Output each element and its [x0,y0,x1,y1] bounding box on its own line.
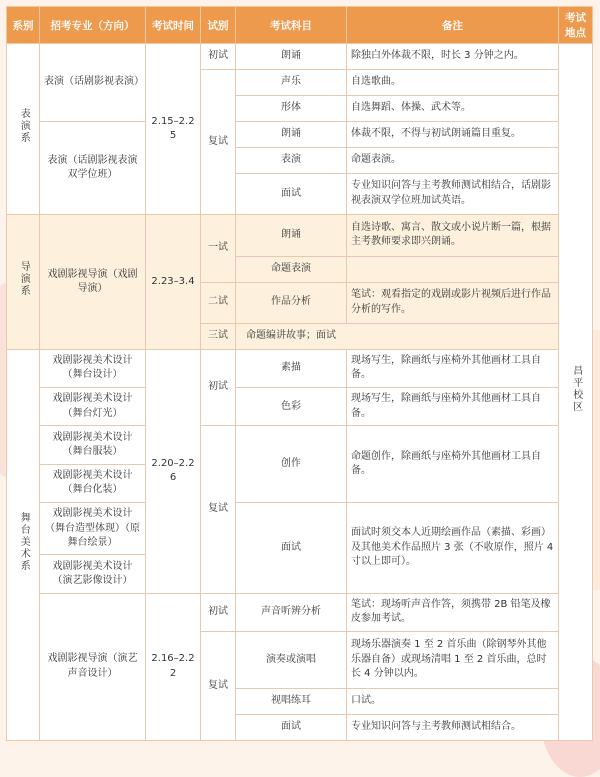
exam-table [6,6,593,741]
subject-cell: 色彩 [236,388,347,426]
note-cell: 命题表演。 [347,147,559,173]
table-row [7,593,593,631]
header-round: 试别 [201,7,236,44]
note-cell: 现场乐器演奏 1 至 2 首乐曲（除钢琴外其他乐器自备）或现场清唱 1 至 2 首乐曲，总时长 4 分钟以内。 [347,632,559,689]
subject-cell: 声乐 [236,70,347,96]
major-cell: 戏剧影视美术设计（舞台服装） [40,426,146,464]
header-dept: 系别 [7,7,40,44]
subject-cell: 朗诵 [236,121,347,147]
table-row [7,349,593,387]
round-cell: 初试 [201,349,236,426]
header-time: 考试时间 [146,7,201,44]
time-cell: 2.23–3.4 [146,215,201,350]
subject-cell: 素描 [236,349,347,387]
dept-cell: 导演系 [7,215,40,350]
round-cell: 复试 [201,426,236,593]
header-major: 招考专业（方向） [40,7,146,44]
note-cell: 笔试：现场听声音作答，须携带 2B 铅笔及橡皮参加考试。 [347,593,559,631]
subject-cell: 朗诵 [236,44,347,70]
round-cell: 复试 [201,70,236,215]
note-cell: 专业知识问答与主考教师测试相结合。 [347,714,559,740]
subject-cell: 视唱练耳 [236,689,347,715]
subject-cell: 声音听辨分析 [236,593,347,631]
subject-cell: 命题编讲故事；面试 [236,323,559,349]
note-cell: 现场写生，除画纸与座椅外其他画材工具自备。 [347,388,559,426]
round-cell: 一试 [201,215,236,282]
note-cell: 自选舞蹈、体操、武术等。 [347,96,559,122]
subject-cell: 面试 [236,503,347,594]
round-cell: 复试 [201,632,236,741]
subject-cell: 朗诵 [236,215,347,256]
table-row [7,503,593,555]
time-cell: 2.20–2.26 [146,349,201,593]
header-subject: 考试科目 [236,7,347,44]
time-cell: 2.15–2.25 [146,44,201,215]
time-cell: 2.16–2.22 [146,593,201,740]
table-row [7,215,593,256]
major-cell: 戏剧影视导演（戏剧导演） [40,215,146,350]
note-cell [347,256,559,282]
note-cell: 自选诗歌、寓言、散文或小说片断一篇，根据主考教师要求即兴朗诵。 [347,215,559,256]
table-row [7,426,593,464]
campus-cell: 昌平校区 [559,44,593,741]
major-cell: 戏剧影视美术设计（舞台造型体现）（原舞台绘景） [40,503,146,555]
exam-schedule [6,6,592,741]
subject-cell: 创作 [236,426,347,503]
major-cell: 戏剧影视美术设计（舞台设计） [40,349,146,387]
subject-cell: 演奏或演唱 [236,632,347,689]
major-cell: 戏剧影视导演（演艺声音设计） [40,593,146,740]
header-row [7,7,593,44]
major-cell: 戏剧影视美术设计（舞台化装） [40,464,146,502]
subject-cell: 形体 [236,96,347,122]
header-note: 备注 [347,7,559,44]
note-cell: 专业知识问答与主考教师测试相结合，话剧影视表演双学位班加试英语。 [347,173,559,214]
major-cell: 戏剧影视美术设计（演艺影像设计） [40,555,146,593]
subject-cell: 面试 [236,714,347,740]
subject-cell: 命题表演 [236,256,347,282]
round-cell: 初试 [201,44,236,70]
note-cell: 自选歌曲。 [347,70,559,96]
subject-cell: 作品分析 [236,282,347,323]
subject-cell: 表演 [236,147,347,173]
note-cell: 命题创作，除画纸与座椅外其他画材工具自备。 [347,426,559,503]
round-cell: 二试 [201,282,236,323]
note-cell: 除独白外体裁不限，时长 3 分钟之内。 [347,44,559,70]
subject-cell: 面试 [236,173,347,214]
major-cell: 表演（话剧影视表演双学位班） [40,121,146,214]
table-row [7,388,593,426]
table-row [7,44,593,70]
round-cell: 三试 [201,323,236,349]
note-cell: 现场写生，除画纸与座椅外其他画材工具自备。 [347,349,559,387]
table-row [7,121,593,147]
note-cell: 体裁不限，不得与初试朗诵篇目重复。 [347,121,559,147]
major-cell: 戏剧影视美术设计（舞台灯光） [40,388,146,426]
header-campus: 考试地点 [559,7,593,44]
note-cell: 口试。 [347,689,559,715]
round-cell: 初试 [201,593,236,631]
note-cell: 笔试：观看指定的戏剧或影片视频后进行作品分析的写作。 [347,282,559,323]
major-cell: 表演（话剧影视表演） [40,44,146,122]
dept-cell: 舞台美术系 [7,349,40,740]
note-cell: 面试时须交本人近期绘画作品（素描、彩画）及其他美术作品照片 3 张（不收原作，照片 4 寸以上即可）。 [347,503,559,594]
dept-cell: 表演系 [7,44,40,215]
